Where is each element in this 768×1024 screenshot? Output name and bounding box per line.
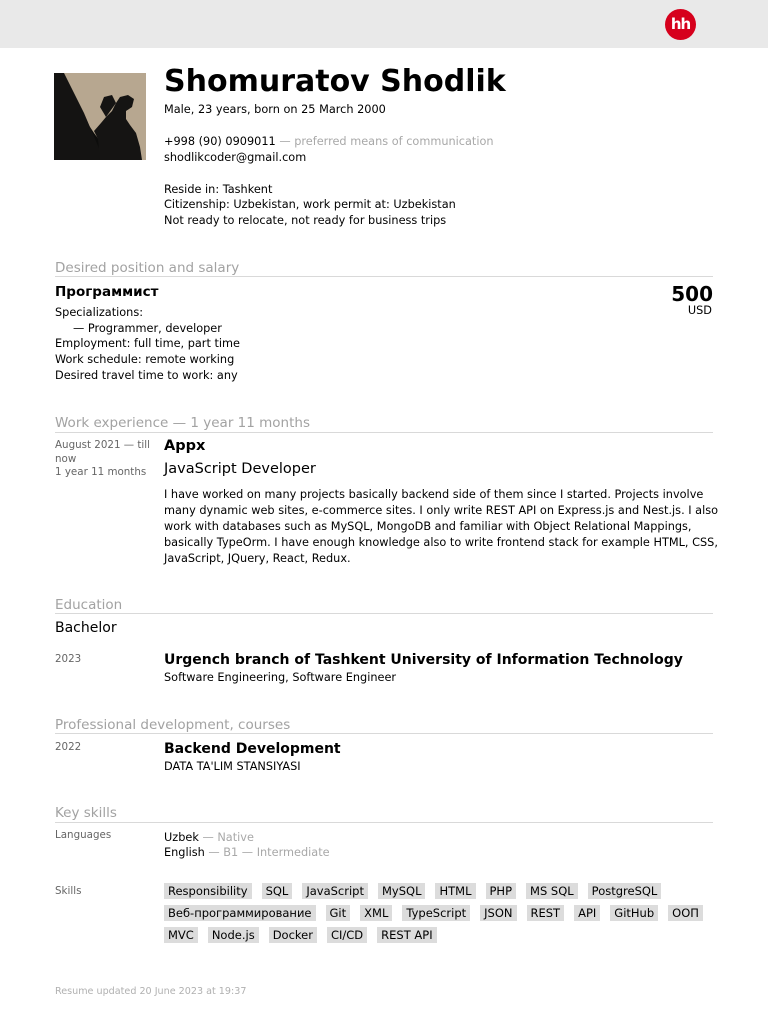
salary-currency: USD	[687, 304, 712, 317]
course-name: Backend Development	[164, 741, 341, 757]
education-degree: Bachelor	[55, 620, 117, 636]
skill-tag: JSON	[480, 905, 516, 921]
skill-tag: TypeScript	[402, 905, 470, 921]
phone-number[interactable]: +998 (90) 0909011	[164, 135, 276, 148]
employment-type: Employment: full time, part time	[55, 337, 240, 350]
position-section-title: Desired position and salary	[55, 260, 240, 276]
travel-time: Desired travel time to work: any	[55, 369, 238, 382]
language-item	[164, 846, 330, 860]
experience-period	[55, 439, 150, 480]
hh-logo: hh	[665, 9, 696, 40]
skill-tag: Веб-программирование	[164, 905, 316, 921]
section-divider	[55, 276, 713, 277]
course-organization: DATA TA'LIM STANSIYASI	[164, 760, 301, 773]
resume-updated-date: Resume updated 20 June 2023 at 19:37	[55, 986, 247, 997]
email-link[interactable]: shodlikcoder@gmail.com	[164, 151, 307, 164]
skill-tag: JavaScript	[302, 883, 368, 899]
experience-duration: 1 year 11 months	[55, 466, 147, 478]
job-title: JavaScript Developer	[164, 461, 316, 477]
language-name: Uzbek	[164, 831, 199, 844]
experience-section-title: Work experience — 1 year 11 months	[55, 415, 310, 431]
profile-photo	[54, 73, 146, 160]
courses-section-title: Professional development, courses	[55, 717, 291, 733]
language-level: — B1 — Intermediate	[208, 846, 330, 859]
education-section-title: Education	[55, 597, 123, 613]
skill-tag: ООП	[668, 905, 703, 921]
specialization-item: — Programmer, developer	[73, 322, 222, 335]
salary-amount: 500	[671, 282, 713, 306]
relocation-info: Not ready to relocate, not ready for business trips	[164, 214, 447, 227]
skill-tag: MySQL	[378, 883, 426, 899]
candidate-summary: Male, 23 years, born on 25 March 2000	[164, 103, 386, 116]
skill-tag: XML	[360, 905, 392, 921]
education-year: 2023	[55, 653, 82, 665]
skill-tag: PHP	[486, 883, 517, 899]
experience-period-end: now	[55, 452, 77, 465]
institution-name: Urgench branch of Tashkent University of Information Technology	[164, 652, 683, 668]
photo-silhouette-image	[54, 73, 146, 160]
candidate-name: Shomuratov Shodlik	[164, 64, 506, 99]
skill-tag: SQL	[262, 883, 293, 899]
position-title: Программист	[55, 284, 159, 300]
skill-tag: REST API	[377, 927, 436, 943]
skill-tag: Docker	[269, 927, 317, 943]
skill-tag: REST	[527, 905, 565, 921]
skill-tag: MVC	[164, 927, 198, 943]
job-description: I have worked on many projects basically backend side of them since I started. Projects involve many dynamic web sites, e-commerce sites. I only write REST API on Express.js and Nest.js. I also work with databases such as MySQL, MongoDB and familiar with Object Relational Mappings, basically TypeOrm. I have enough knowledge also to write frontend stack for example HTML, CSS, JavaScript, JQuery, React, Redux.	[164, 488, 719, 565]
experience-period-start: August 2021 — till	[55, 439, 150, 451]
skill-tag: PostgreSQL	[588, 883, 662, 899]
course-year: 2022	[55, 741, 82, 753]
skill-tag: Node.js	[208, 927, 259, 943]
skill-tag: MS SQL	[526, 883, 578, 899]
skills-section-title: Key skills	[55, 805, 117, 821]
language-item	[164, 831, 254, 845]
skills-list	[164, 883, 714, 943]
faculty: Software Engineering, Software Engineer	[164, 671, 397, 684]
phone-note: — preferred means of communication	[279, 135, 494, 148]
section-divider	[55, 733, 713, 734]
company-name: Appx	[164, 438, 206, 454]
language-level: — Native	[202, 831, 254, 844]
skill-tag: HTML	[435, 883, 475, 899]
section-divider	[55, 613, 713, 614]
top-bar	[0, 0, 768, 48]
language-name: English	[164, 846, 205, 859]
skill-tag: CI/CD	[327, 927, 367, 943]
skill-tag: API	[574, 905, 600, 921]
skill-tag: GitHub	[610, 905, 658, 921]
contact-phone-line	[164, 135, 494, 149]
work-schedule: Work schedule: remote working	[55, 353, 235, 366]
residence: Reside in: Tashkent	[164, 183, 273, 196]
section-divider	[55, 822, 713, 823]
specializations-label: Specializations:	[55, 306, 144, 319]
section-divider	[55, 432, 713, 433]
citizenship: Citizenship: Uzbekistan, work permit at: Uzbekistan	[164, 198, 456, 211]
languages-label: Languages	[55, 829, 112, 841]
skills-label: Skills	[55, 885, 82, 897]
skill-tag: Git	[326, 905, 351, 921]
skill-tag: Responsibility	[164, 883, 252, 899]
